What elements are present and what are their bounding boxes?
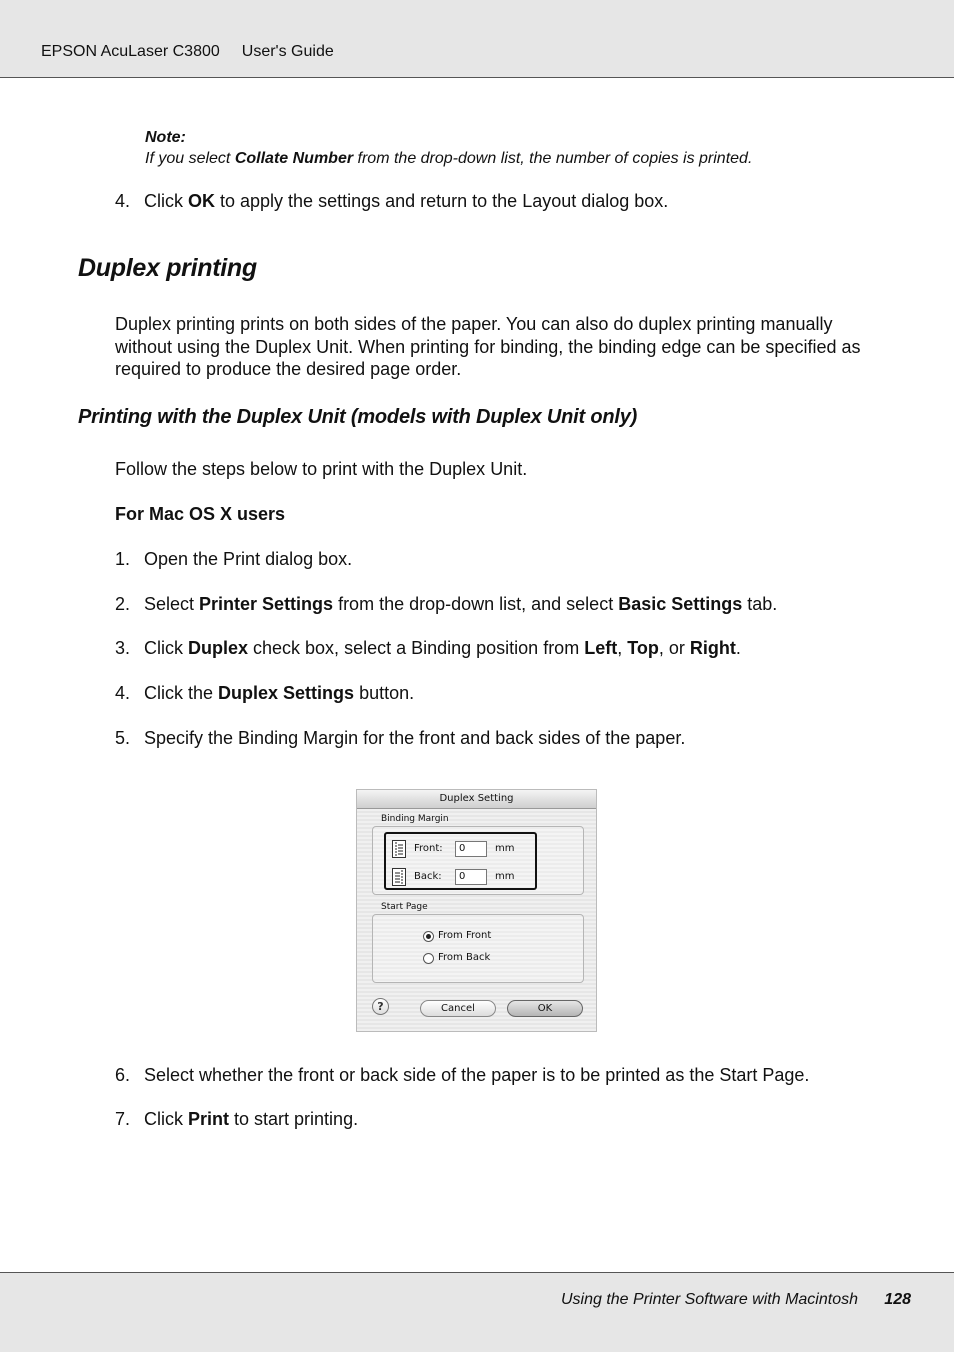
start-page-label: Start Page (381, 902, 428, 912)
text-run: Click (144, 638, 188, 658)
header-guide: User's Guide (241, 43, 334, 60)
start-page-group (372, 914, 584, 983)
subsection-intro: Follow the steps below to print with the Duplex Unit. (115, 459, 528, 479)
step-text: Specify the Binding Margin for the front and back sides of the paper. (144, 728, 686, 748)
note-text (145, 150, 752, 168)
step-number: 2. (115, 594, 131, 614)
step-text (144, 683, 414, 704)
text-run: to start printing. (229, 1109, 359, 1129)
step-text: Select whether the front or back side of the paper is to be printed as the Start Page. (144, 1065, 810, 1085)
bold-duplex: Duplex (188, 638, 249, 658)
bold-duplex-settings: Duplex Settings (218, 683, 355, 703)
back-margin-icon (392, 868, 406, 886)
text-run: to apply the settings and return to the Layout dialog box. (215, 191, 669, 211)
note-label: Note: (145, 129, 186, 146)
footer-title: Using the Printer Software with Macintosh (560, 1291, 858, 1308)
text-run: Click (144, 191, 188, 211)
from-front-radio[interactable] (423, 931, 434, 942)
bold-print: Print (188, 1109, 230, 1129)
section-paragraph: Duplex printing prints on both sides of the paper. You can also do duplex printing manually without using the Duplex Unit. When printing for binding, the binding edge can be specified as required to produce the desired page order. (115, 314, 861, 379)
from-front-label[interactable]: From Front (438, 930, 492, 941)
front-label: Front: (414, 843, 443, 854)
step-text (144, 594, 777, 615)
step-text (144, 1109, 358, 1130)
text-run: , (617, 638, 628, 658)
back-margin-input[interactable]: 0 (455, 869, 487, 885)
bold-ok: OK (188, 191, 215, 211)
step-text (144, 191, 668, 212)
bold-right: Right (689, 638, 736, 658)
binding-margin-label: Binding Margin (381, 814, 449, 824)
page-footer (0, 1272, 954, 1352)
front-margin-input[interactable]: 0 (455, 841, 487, 857)
step-number: 4. (115, 683, 131, 703)
step-number: 4. (115, 191, 131, 211)
dialog-title: Duplex Setting (357, 790, 596, 809)
subsection-heading: Printing with the Duplex Unit (models with Duplex Unit only) (78, 406, 638, 428)
ok-button[interactable]: OK (507, 1000, 583, 1017)
section-heading: Duplex printing (78, 254, 257, 282)
text-run: Click the (144, 683, 219, 703)
step-number: 3. (115, 638, 131, 658)
text-run: button. (354, 683, 415, 703)
header-product: EPSON AcuLaser C3800 (41, 43, 220, 60)
header-text (41, 43, 334, 61)
step-number: 1. (115, 549, 131, 569)
back-label: Back: (414, 871, 442, 882)
front-margin-icon (392, 840, 406, 858)
front-unit: mm (495, 843, 515, 854)
note-text-pre: If you select (145, 150, 235, 167)
cancel-button[interactable]: Cancel (420, 1000, 496, 1017)
bold-left: Left (584, 638, 618, 658)
text-run: from the drop-down list, and select (333, 594, 619, 614)
help-button[interactable]: ? (372, 998, 389, 1015)
bold-printer-settings: Printer Settings (199, 594, 334, 614)
step-number: 5. (115, 728, 131, 748)
bold-top: Top (627, 638, 659, 658)
step-number: 6. (115, 1065, 131, 1085)
from-back-radio[interactable] (423, 953, 434, 964)
text-run: tab. (742, 594, 778, 614)
note-text-bold: Collate Number (234, 150, 354, 167)
text-run: Click (144, 1109, 188, 1129)
back-unit: mm (495, 871, 515, 882)
text-run: Select (144, 594, 200, 614)
step-text: Open the Print dialog box. (144, 549, 353, 569)
text-run: , or (658, 638, 690, 658)
from-back-label[interactable]: From Back (438, 952, 491, 963)
page-header (0, 0, 954, 78)
page-number: 128 (884, 1291, 911, 1308)
bold-basic-settings: Basic Settings (618, 594, 743, 614)
step-text (144, 638, 741, 659)
step-number: 7. (115, 1109, 131, 1129)
text-run: . (735, 638, 741, 658)
text-run: check box, select a Binding position from (248, 638, 585, 658)
note-text-post: from the drop-down list, the number of copies is printed. (353, 150, 753, 167)
duplex-setting-dialog (356, 789, 597, 1032)
mac-heading: For Mac OS X users (115, 504, 286, 524)
